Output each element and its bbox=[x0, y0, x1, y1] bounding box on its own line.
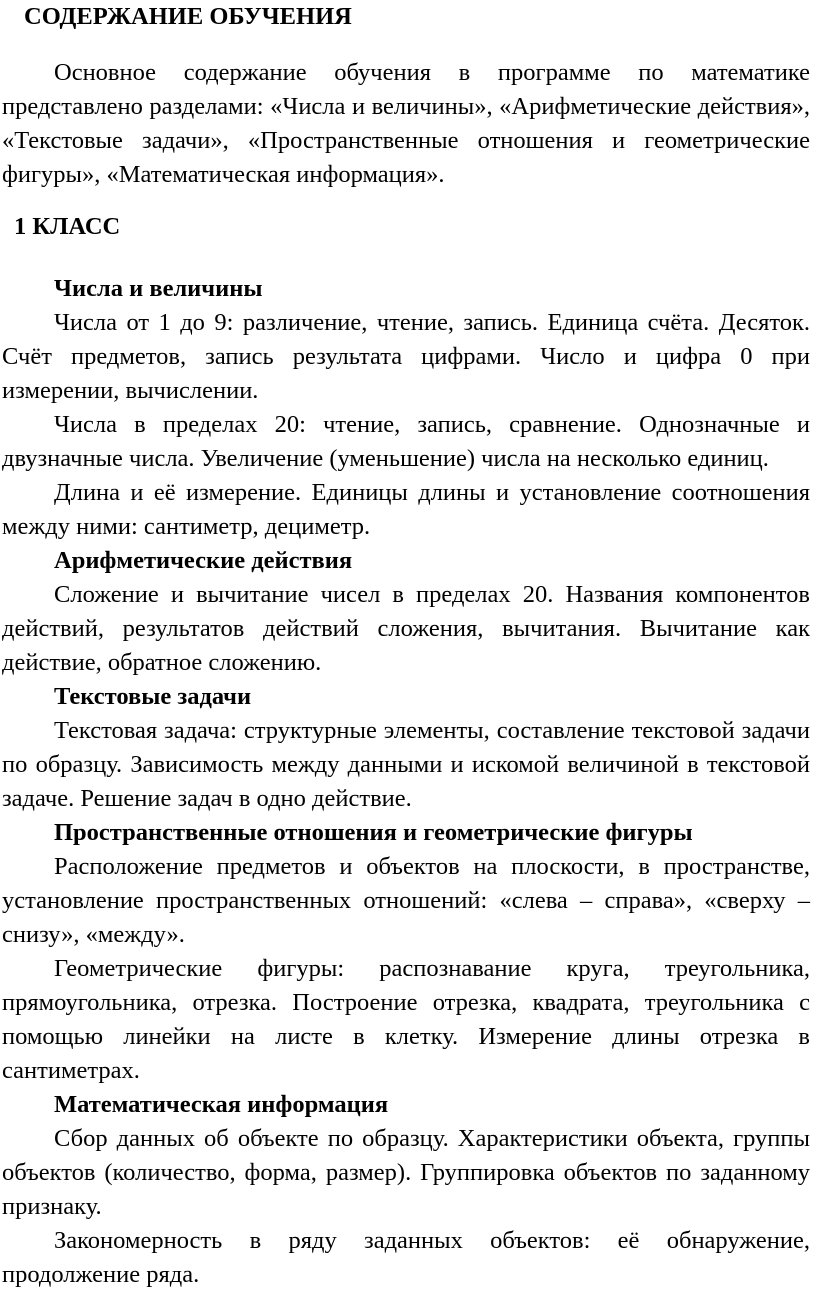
document-title: СОДЕРЖАНИЕ ОБУЧЕНИЯ bbox=[24, 3, 352, 30]
section-heading-numbers: Числа и величины bbox=[54, 275, 263, 302]
section-heading-word-problems: Текстовые задачи bbox=[54, 683, 252, 710]
section-heading-geometry: Пространственные отношения и геометрические фигуры bbox=[54, 819, 693, 846]
section-heading-arithmetic: Арифметические действия bbox=[54, 547, 353, 574]
section-paragraph: Закономерность в ряду заданных объектов: её обнаружение, продолжение ряда. bbox=[2, 1227, 810, 1288]
section-heading-math-information: Математическая информация bbox=[54, 1091, 389, 1118]
sections-container bbox=[2, 272, 810, 1292]
section-paragraph: Расположение предметов и объектов на плоскости, в пространстве, установление пространственных отношений: «слева – справа», «сверху – снизу», «между». bbox=[2, 853, 810, 948]
section-paragraph: Длина и её измерение. Единицы длины и установление соотношения между ними: сантиметр, дециметр. bbox=[2, 479, 810, 540]
section-paragraph: Текстовая задача: структурные элементы, составление текстовой задачи по образцу. Зависимость между данными и искомой величиной в текстовой задаче. Решение задач в одно действие. bbox=[2, 717, 810, 812]
section-paragraph: Числа в пределах 20: чтение, запись, сравнение. Однозначные и двузначные числа. Увеличение (уменьшение) числа на несколько единиц. bbox=[2, 411, 810, 472]
section-paragraph: Сложение и вычитание чисел в пределах 20. Названия компонентов действий, результатов действий сложения, вычитания. Вычитание как действие, обратное сложению. bbox=[2, 581, 810, 676]
section-paragraph: Сбор данных об объекте по образцу. Характеристики объекта, группы объектов (количество, форма, размер). Группировка объектов по заданному признаку. bbox=[2, 1125, 810, 1220]
section-paragraph: Геометрические фигуры: распознавание круга, треугольника, прямоугольника, отрезка. Построение отрезка, квадрата, треугольника с помощью линейки на листе в клетку. Измерение длины отрезка в сантиметрах. bbox=[2, 955, 810, 1084]
section-paragraph: Числа от 1 до 9: различение, чтение, запись. Единица счёта. Десяток. Счёт предметов, запись результата цифрами. Число и цифра 0 при измерении, вычислении. bbox=[2, 309, 810, 404]
intro-paragraph: Основное содержание обучения в программе по математике представлено разделами: «Числа и величины», «Арифметические действия», «Текстовые задачи», «Пространственные отношения и геометрические фигуры», «Математическая информация». bbox=[2, 59, 810, 188]
class-heading: 1 КЛАСС bbox=[14, 213, 121, 240]
